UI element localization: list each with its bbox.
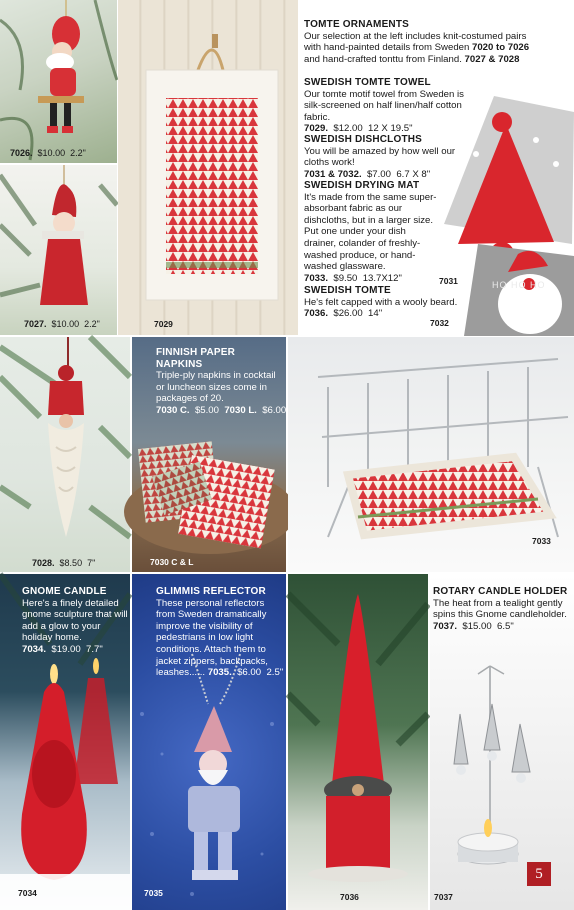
label-7036: 7036 (340, 892, 359, 902)
gnome-candle-code: 7034. (22, 643, 47, 655)
code-7028: 7028. (32, 558, 55, 568)
gnome-candle-size: 7.7" (86, 643, 103, 655)
napkins-price-l: $6.00 (262, 404, 287, 416)
size-7028: 7" (87, 558, 96, 568)
rotary-body: The heat from a tealight gently spins this Gnome candleholder. (433, 597, 567, 621)
napkins-body: Triple-ply napkins in cocktail or luncheon sizes come in packages of 20. (156, 370, 276, 405)
rotary-text (433, 586, 573, 632)
photo-7035 (132, 574, 286, 910)
section-tomte (304, 285, 474, 320)
napkins-price-c: $5.00 (194, 404, 219, 416)
napkins-code-c: 7030 C. (156, 404, 190, 416)
rotary-size: 6.5" (497, 620, 514, 632)
towel-price: $12.00 (333, 123, 363, 135)
napkins-code-l: 7030 L. (224, 404, 257, 416)
price-7026: $10.00 (37, 148, 66, 158)
photo-7027 (0, 165, 117, 335)
tomte-size: 14" (368, 308, 383, 320)
glimmis-code: 7035. (207, 667, 232, 679)
drying-mat-size: 13.7X12" (362, 272, 402, 284)
rotary-code: 7037. (433, 620, 458, 632)
gnome-candle-body: Here's a finely detailed gnome sculpture that will add a glow to your holiday home. (22, 597, 128, 644)
rotary-title: ROTARY CANDLE HOLDER (433, 586, 568, 597)
size-7026: 2.2" (70, 148, 86, 158)
gnome-candle-title: GNOME CANDLE (22, 586, 107, 597)
tomte-price: $26.00 (333, 308, 363, 320)
photo-7037 (430, 574, 574, 910)
label-7034: 7034 (18, 888, 37, 898)
photo-drying-mat (288, 337, 574, 572)
caption-7026 (10, 148, 86, 158)
glimmis-text (156, 586, 284, 679)
glimmis-price: $6.00 (237, 667, 262, 679)
section-drying-mat (304, 180, 440, 284)
size-7027: 2.2" (84, 319, 100, 329)
label-7035: 7035 (144, 888, 163, 898)
code-7027: 7027. (24, 319, 47, 329)
napkins-title: FINNISH PAPER NAPKINS (156, 347, 236, 370)
drying-mat-body: It's made from the same super-absorbant fabric as our dishcloths, but in a larger size. Put one under your dish drainer, colander of freshly-washed produce, or hand-washed glassware. (304, 191, 437, 273)
glimmis-title: GLIMMIS REFLECTOR (156, 586, 266, 597)
section-tomte-ornaments (304, 19, 566, 65)
photo-7026 (0, 0, 117, 163)
tomte-title: SWEDISH TOMTE (304, 285, 391, 296)
photo-napkins (132, 337, 286, 572)
label-7033: 7033 (532, 536, 551, 546)
ornament-7028-illustration (0, 337, 130, 572)
price-7027: $10.00 (51, 319, 80, 329)
drying-mat-price: $9.50 (333, 272, 358, 284)
gnome-candle-text (22, 586, 130, 656)
drying-mat-code: 7033. (304, 272, 329, 284)
caption-7027 (24, 319, 100, 329)
tomte-body: He's felt capped with a wooly beard. (304, 296, 458, 308)
dishcloths-title: SWEDISH DISHCLOTHS (304, 134, 423, 145)
rotary-price: $15.00 (462, 620, 492, 632)
label-7029: 7029 (154, 319, 173, 329)
photo-7036 (288, 574, 428, 910)
glimmis-size: 2.5" (266, 667, 284, 679)
tomte-ornaments-codes: 7027 & 7028 (464, 53, 520, 65)
photo-7029 (118, 0, 298, 335)
towel-code: 7029. (304, 123, 329, 135)
napkins-text (156, 347, 287, 417)
label-7032: 7032 (430, 318, 449, 328)
caption-7028 (32, 558, 95, 568)
towel-title: SWEDISH TOMTE TOWEL (304, 77, 431, 88)
dishcloth-hoho-text: HO HO HO (492, 280, 546, 290)
ornament-7027-illustration (0, 165, 117, 335)
label-7037: 7037 (434, 892, 453, 902)
page-number: 5 (535, 866, 543, 882)
dishcloths-codes: 7031 & 7032. (304, 168, 362, 180)
right-text-column (304, 19, 566, 65)
price-7028: $8.50 (59, 558, 83, 568)
tomte-code: 7036. (304, 308, 329, 320)
tomte-ornaments-body2: and hand-crafted tonttu from Finland. (304, 53, 462, 65)
drying-mat-title: SWEDISH DRYING MAT (304, 180, 420, 191)
dishcloths-size: 6.7 X 8" (396, 168, 431, 180)
towel-size: 12 X 19.5" (368, 123, 413, 135)
towel-illustration (118, 0, 298, 335)
page-number-badge (527, 862, 551, 886)
tomte-ornaments-body: Our selection at the left includes knit-costumed pairs with hand-painted details from Sweden (304, 30, 527, 54)
glimmis-body: These personal reflectors from Sweden dramatically improve the visibility of pedestrians in low light conditions. Attach them to jacket zippers, backpacks, leashes...... (156, 597, 268, 679)
label-7030: 7030 C & L (150, 557, 194, 567)
photo-7028 (0, 337, 130, 572)
tomte-ornaments-title: TOMTE ORNAMENTS (304, 19, 410, 30)
label-7031: 7031 (439, 276, 458, 286)
tomte-illustration (288, 574, 428, 910)
dishcloths-body: You will be amazed by how well our cloths work! (304, 145, 456, 169)
photo-7034 (0, 574, 130, 910)
tomte-ornaments-range: 7020 to 7026 (472, 42, 530, 54)
gnome-candle-price: $19.00 (51, 643, 81, 655)
dishcloths-price: $7.00 (366, 168, 391, 180)
ornament-7026-illustration (0, 0, 117, 163)
code-7026: 7026. (10, 148, 33, 158)
towel-body: Our tomte motif towel from Sweden is silk-screened on half linen/half cotton fabric. (304, 88, 464, 123)
